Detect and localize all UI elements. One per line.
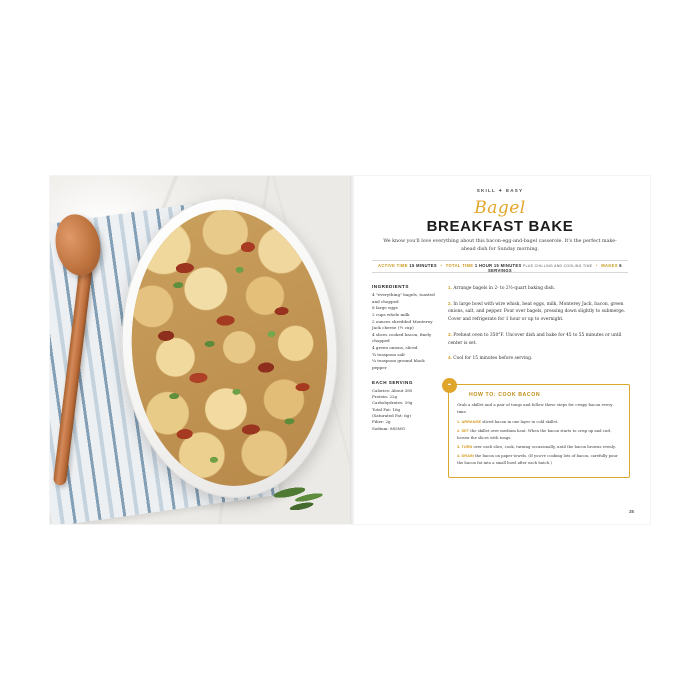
directions-column: [448, 284, 630, 370]
page-title: BREAKFAST BAKE: [426, 218, 574, 235]
how-to-label: HOW TO:: [469, 392, 497, 398]
list-item: Fiber: 2g: [372, 419, 391, 425]
page-number: 25: [629, 509, 634, 514]
active-time-label: ACTIVE TIME: [378, 262, 408, 268]
list-item: Total Fat: 16g: [372, 406, 401, 412]
recipe-step: [448, 300, 630, 324]
meta-separator-2: •: [595, 262, 598, 268]
green-onion-bits: [123, 204, 337, 493]
open-book-spread: [50, 176, 650, 524]
list-item: 2 cups whole milk: [372, 311, 410, 317]
recipe-step: [448, 354, 630, 363]
how-to-step-lead: SET: [461, 428, 470, 434]
how-to-step: [457, 428, 621, 441]
how-to-step-number: 2.: [457, 428, 461, 434]
ingredients-heading: INGREDIENTS: [372, 284, 409, 289]
how-to-step-lead: DRAIN: [461, 453, 474, 459]
step-number: 1.: [448, 285, 452, 290]
how-to-step: [457, 444, 621, 451]
step-text: Arrange bagels in 2- to 2½-quart baking dish.: [453, 286, 556, 291]
recipe-headnote: We know you'll love everything about this bacon-egg-and-bagel casserole. It's the perfect make-ahead dish for Sunday morning.: [383, 239, 617, 253]
list-item: Calories: About 385: [372, 387, 413, 393]
list-item: Sodium: 885MG: [372, 425, 405, 431]
how-to-subject: COOK BACON: [498, 392, 541, 398]
how-to-box: [448, 384, 630, 478]
recipe-text-page: [350, 176, 650, 524]
how-to-step-number: 4.: [457, 453, 461, 459]
how-to-step: [457, 453, 621, 466]
how-to-step-lead: TURN: [461, 444, 473, 450]
how-to-step-lead: ARRANGE: [461, 419, 482, 425]
how-to-intro: Grab a skillet and a pair of tongs and follow these steps for crispy bacon every time.: [457, 402, 613, 414]
ingredients-list: [372, 292, 436, 372]
makes-label: MAKES: [601, 262, 618, 268]
how-to-step-number: 1.: [457, 419, 461, 425]
total-time-note: PLUS CHILLING AND COOLING TIME: [523, 263, 593, 268]
step-number: 3.: [448, 331, 452, 337]
total-time-value: 1 HOUR 15 MINUTES: [474, 262, 522, 268]
list-item: Carbohydrates: 39g: [372, 400, 413, 406]
recipe-meta-line: [368, 263, 632, 273]
nutrition-list: [372, 388, 436, 433]
list-item: Protein: 22g: [372, 393, 398, 399]
list-item: 2 ounces shredded Monterey Jack cheese (½ cup): [372, 318, 433, 331]
step-number: 2.: [448, 300, 452, 306]
list-item: (Saturated Fat: 6g): [372, 413, 411, 419]
how-to-step-text: sliced bacon in one layer in cold skillet.: [482, 419, 559, 425]
nutrition-heading: EACH SERVING: [372, 379, 413, 385]
step-number: 4.: [448, 355, 452, 361]
how-to-title: [469, 392, 621, 398]
nutrition-block: [372, 380, 436, 433]
list-item: 4 "everything" bagels, toasted and chopped: [372, 292, 435, 304]
list-item: 4 green onions, sliced: [372, 345, 418, 350]
how-to-step-text: the skillet over medium heat. When the bacon starts to crisp up and curl, loosen the slices with tongs.: [457, 428, 612, 441]
step-text: In large bowl with wire whisk, beat eggs, milk, Monterey Jack, bacon, green onions, salt, and pepper. Pour over bagels, pressing down slightly to submerge. Cover and refrigerate for 1 hour or up to overnight.: [448, 301, 626, 323]
meta-divider-top: [372, 260, 628, 261]
recipe-step: [448, 284, 630, 293]
recipe-step: [448, 331, 630, 347]
ingredients-column: [372, 284, 436, 432]
how-to-step: [457, 419, 621, 426]
list-item: 8 large eggs: [372, 305, 398, 311]
how-to-step-number: 3.: [457, 444, 461, 450]
makes-value: 6 SERVINGS: [488, 262, 622, 273]
meta-divider-bottom: [372, 272, 628, 273]
casserole-surface: [123, 204, 337, 493]
active-time-value: 15 MINUTES: [409, 262, 437, 268]
step-text: Preheat oven to 350°F. Uncover dish and bake for 45 to 55 minutes or until center is set.: [448, 332, 622, 346]
list-item: ¾ teaspoon salt: [372, 351, 405, 357]
recipe-title-script: Bagel: [474, 198, 526, 218]
step-text: Cool for 15 minutes before serving.: [453, 356, 533, 362]
total-time-label: TOTAL TIME: [445, 262, 474, 268]
recipe-photo-page: [50, 176, 350, 524]
how-to-step-text: the bacon on paper towels. (If you're cooking lots of bacon, carefully pour the bacon fat into a small bowl after each batch.): [457, 453, 618, 465]
how-to-step-text: over each slice, cook, turning occasionally, until the bacon browns evenly.: [473, 444, 616, 450]
list-item: 4 slices cooked bacon, finely chopped: [372, 331, 432, 344]
skill-level-label: SKILL ✦ EASY: [476, 188, 524, 193]
oval-baking-dish: [112, 191, 347, 505]
meta-separator-1: •: [440, 262, 443, 268]
skillet-icon: ◓: [442, 378, 457, 393]
list-item: ¼ teaspoon ground black pepper: [372, 358, 425, 370]
